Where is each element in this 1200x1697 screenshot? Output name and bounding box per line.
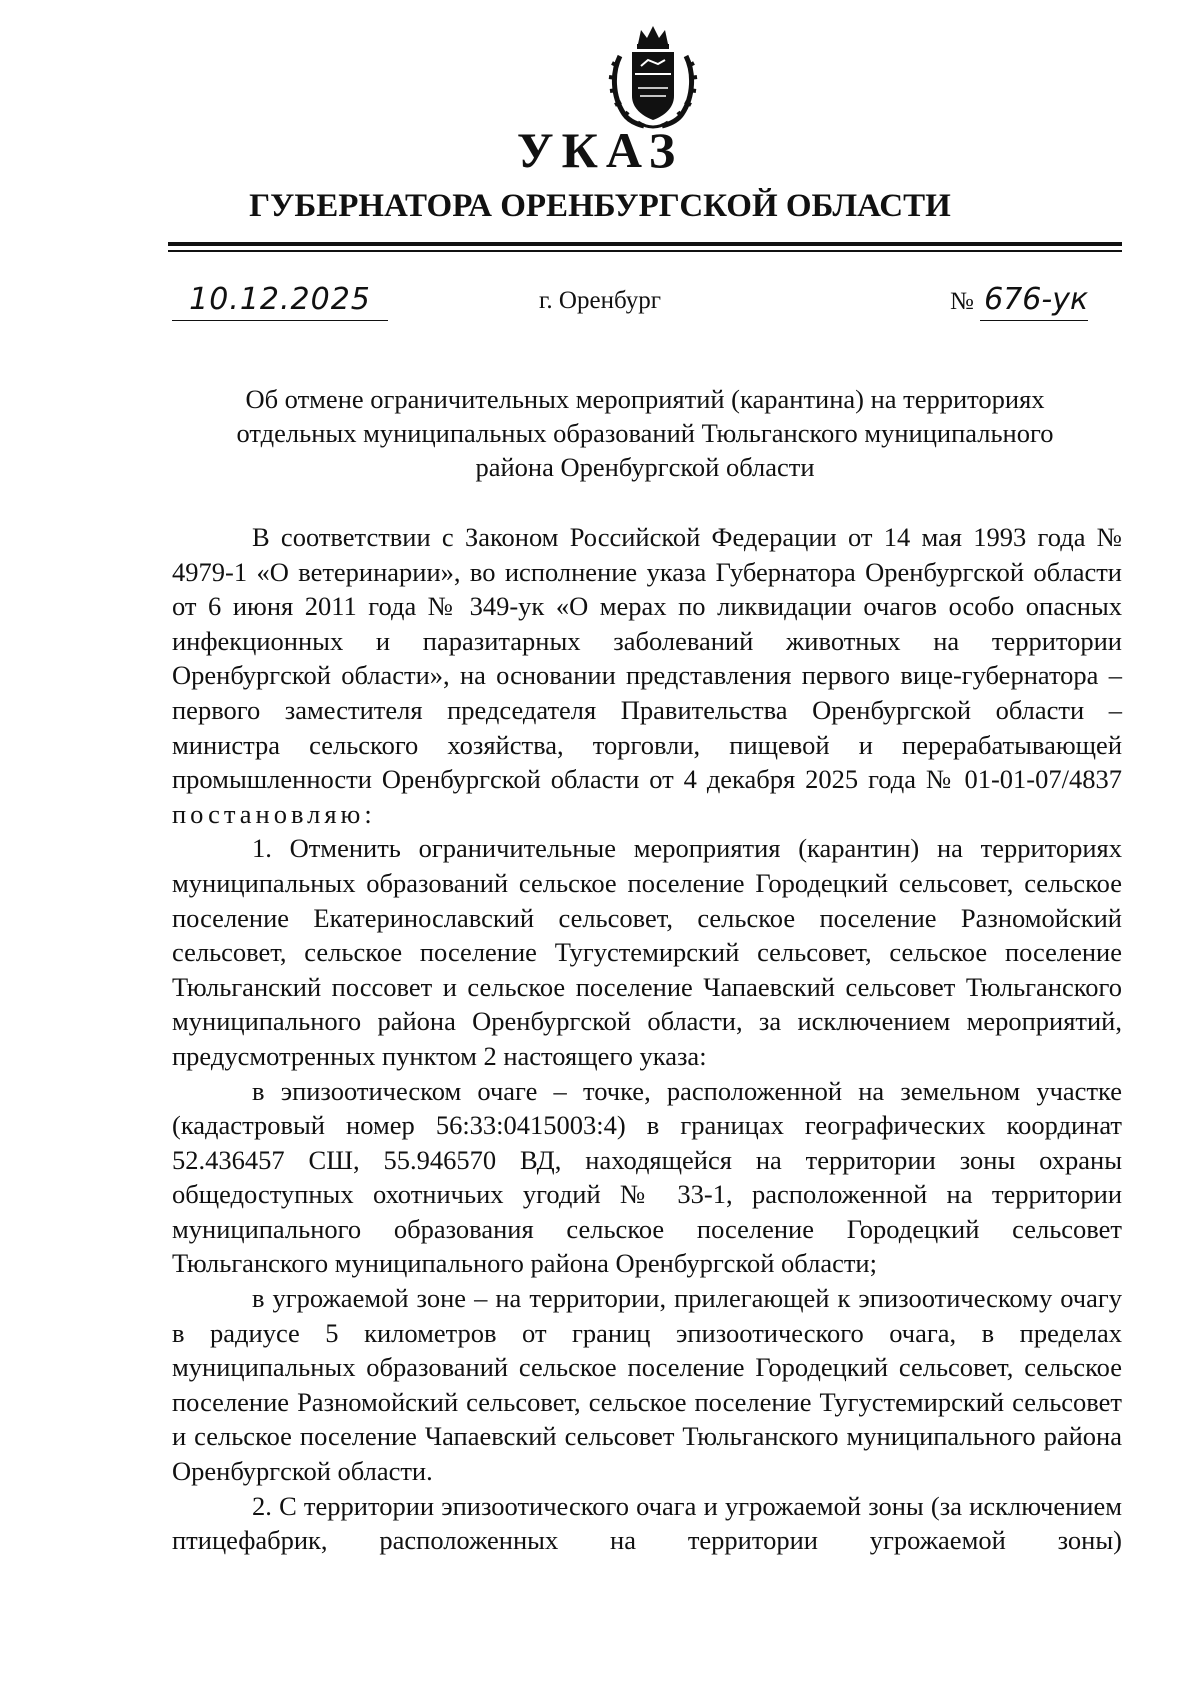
heading-line: отдельных муниципальных образований Тюльганского муниципального [236,418,1054,448]
heading-line: Об отмене ограничительных мероприятий (карантина) на территориях [245,384,1045,414]
number-value: 676-ук [980,280,1088,321]
header-rule-thick [168,242,1122,246]
header-rule-thin [168,250,1122,252]
number-prefix: № [950,288,974,315]
document-city: г. Оренбург [539,287,661,314]
coat-of-arms-icon [608,22,698,130]
heading-line: района Оренбургской области [475,452,815,482]
paragraph-2: в эпизоотическом очаге – точке, расположенной на земельном участке (кадастровый номер 56:33:0415003:4) в границах географических координат 52.436457 СШ, 55.946570 ВД, находящейся на территории зоны охраны общедоступных охотничьих угодий № 33-1, расположенной на территории муниципального образования сельское поселение Городецкий сельсовет Тюльганского муниципального района Оренбургской области; [172,1075,1122,1279]
document-heading [170,382,1120,484]
paragraph-3: в угрожаемой зоне – на территории, прилегающей к эпизоотическому очагу в радиусе 5 километров от границ эпизоотического очага, в пределах муниципальных образований сельское поселение Городецкий сельсовет, сельское поселение Разномойский сельсовет, сельское поселение Тугустемирский сельсовет и сельское поселение Чапаевский сельсовет Тюльганского муниципального района Оренбургской области. [172,1283,1122,1487]
document-date: 10.12.2025 [172,280,388,321]
intro-keyword: постановляю: [172,798,376,829]
paragraph-intro [172,520,1122,831]
document-title: УКАЗ [516,122,684,178]
paragraph-4: 2. С территории эпизоотического очага и угрожаемой зоны (за исключением птицефабрик, расположенных на территории угрожаемой зоны) [172,1490,1122,1556]
document-body [172,520,1122,1558]
document-number [950,280,1088,322]
intro-text: В соответствии с Законом Российской Федерации от 14 мая 1993 года № 4979-1 «О ветеринарии», во исполнение указа Губернатора Оренбургской области от 6 июня 2011 года № 349-ук «О мерах по ликвидации очагов особо опасных инфекционных и паразитарных заболеваний животных на территории Оренбургской области», на основании представления первого вице-губернатора – первого заместителя председателя Правительства Оренбургской области – министра сельского хозяйства, торговли, пищевой и перерабатывающей промышленности Оренбургской области от 4 декабря 2025 года № 01-01-07/4837 [172,522,1122,795]
document-subtitle: ГУБЕРНАТОРА ОРЕНБУРГСКОЙ ОБЛАСТИ [249,188,951,224]
paragraph-1: 1. Отменить ограничительные мероприятия (карантин) на территориях муниципальных образований сельское поселение Городецкий сельсовет, сельское поселение Екатеринославский сельсовет, сельское поселение Разномойский сельсовет, сельское поселение Тугустемирский сельсовет, сельское поселение Тюльганский поссовет и сельское поселение Чапаевский сельсовет Тюльганского муниципального района Оренбургской области, за исключением мероприятий, предусмотренных пунктом 2 настоящего указа: [172,833,1122,1071]
